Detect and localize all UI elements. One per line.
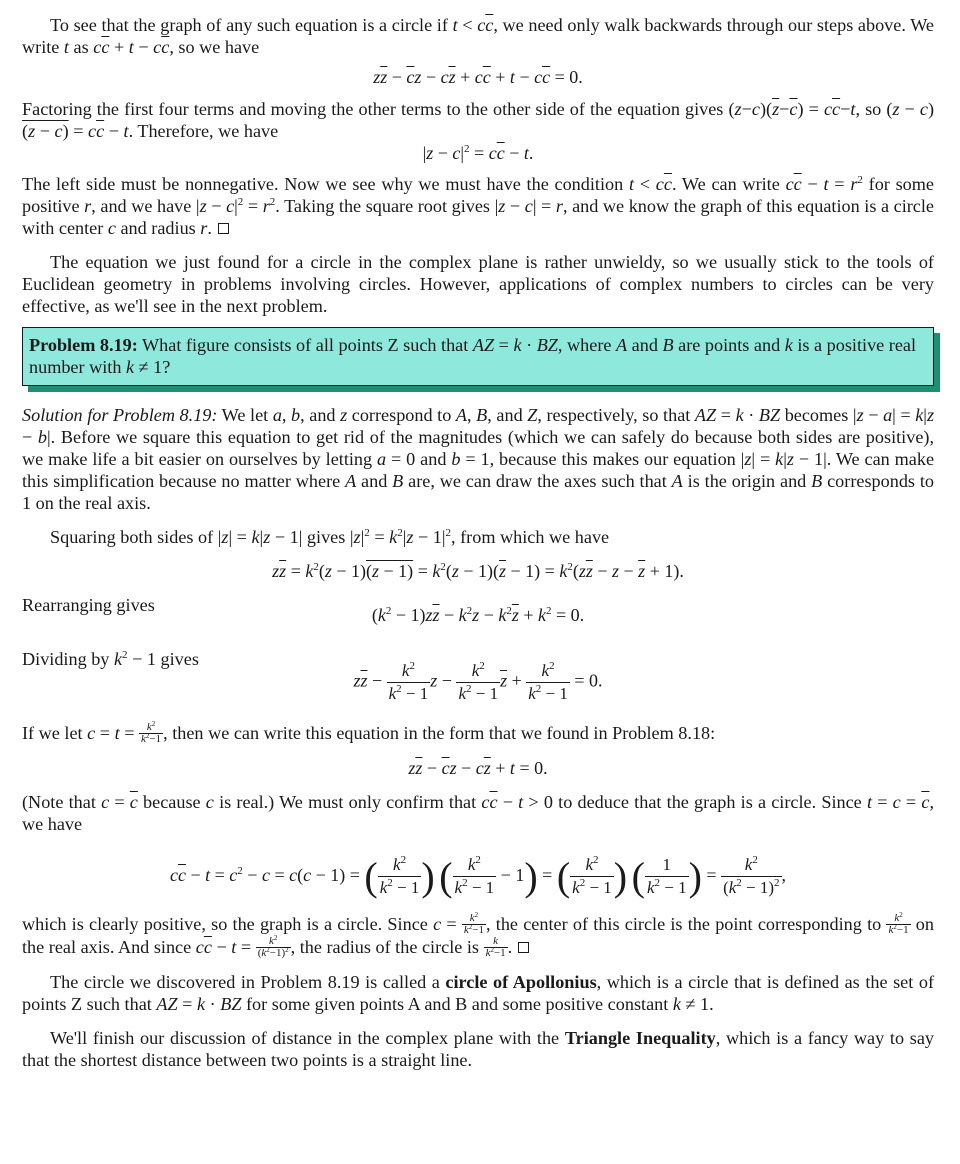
paragraph-triangle-inequality: We'll finish our discussion of distance in the complex plane with the Triangle Inequality, which is a fancy way to say that the shortest distance between two points is a straight line.	[22, 1028, 935, 1070]
rearranging-block	[22, 594, 934, 640]
solution-paragraph-2: Squaring both sides of |z| = k|z − 1| gives $|z|^2 = k^2|z - 1|^2$, from which we have	[50, 527, 610, 547]
equation-form-8-18: $z\overline{z} - \overline{c}z - c\overline{z} + t = 0$.	[408, 758, 548, 778]
dividing-label: Dividing by $k^2 - 1$ gives	[22, 649, 199, 669]
equation-magnitude: $|z - c|^2 = c\overline{c} - t$.	[422, 143, 534, 163]
problem-box-content	[22, 327, 934, 386]
problem-label: Problem 8.19:	[29, 335, 138, 355]
equation-positivity: $c\overline{c} - t = c^2 - c = c(c - 1)$ = ( $\frac{k^2}{k^2 - 1}$ ) ( $\frac{k^2}{k^2 - 1}$ − 1) = ( $\frac{k^2}{k^2 - 1}$ ) ( $\frac{1}{k^2 - 1}$ ) = $\frac{k^2}{(k^2 - 1)^2}$ ,	[169, 853, 787, 899]
solution-paragraph-4: (Note that $c = \overline{c}$ because c is real.) We must only confirm that $c\overline{c} - t > 0$ to deduce that the graph is a circle. Since $t = c = \overline{c}$, we have	[22, 792, 934, 834]
equation-squared: $z\overline{z} = k^2(z - 1)(z - 1) = k^2(z - 1)(\overline{z} - 1) = k^2(z\overline{z} - z - \overline{z} + 1)$.	[272, 561, 684, 581]
equation-expanded: $z\overline{z} - \overline{c}z - c\overline{z} + c\overline{c} + t - c\overline{c} = 0$.	[373, 67, 583, 87]
page	[22, 14, 934, 1071]
qed-square-icon	[518, 942, 529, 953]
paragraph-apollonius: The circle we discovered in Problem 8.19 is called a circle of Apollonius, which is a circle that is defined as the set of points Z such that AZ = k · BZ for some given points A and B and some positive constant k ≠ 1.	[22, 972, 934, 1014]
equation-rearranged: $(k^2 - 1)z\overline{z} - k^2z - k^2\overline{z} + k^2 = 0$.	[371, 605, 585, 625]
paragraph-factoring: Factoring the first four terms and moving the other terms to the other side of the equation gives $(z-c)(\overline{z}-\overline{c}) = c\overline{c}-t$, so $(z - c)(z - c) = c\overline{c} - t$. Therefore, we have	[22, 99, 935, 141]
rearranging-label: Rearranging gives	[22, 595, 155, 615]
dividing-block	[22, 648, 934, 718]
paragraph-nonnegative: The left side must be nonnegative. Now we see why we must have the condition $t < c\overline{c}$. We can write $c\overline{c} - t = r^2$ for some positive r, and we have $|z - c|^2 = r^2$. Taking the square root gives |z − c| = r, and we know the graph of this equation is a circle with center c and radius r.	[22, 174, 935, 238]
solution-paragraph-5: which is clearly positive, so the graph is a circle. Since c = $\frac{k^2}{k^2-1}$ , the center of this circle is the point corresponding to $\frac{k^2}{k^2-1}$ on the real axis. And since $c\overline{c} - t$ = $\frac{k^2}{(k^2-1)^2}$ , the radius of the circle is $\frac{k}{k^2-1}$ .	[22, 911, 934, 959]
solution-paragraph-3: If we let c = t = $\frac{k^2}{k^2-1}$ , then we can write this equation in the form that we found in Problem 8.18:	[22, 720, 716, 745]
problem-statement: Problem 8.19: What figure consists of all points Z such that AZ = k · BZ, where A and B are points and k is a positive real number with k ≠ 1?	[29, 335, 917, 377]
equation-divided: $z\overline{z}$ − $\frac{k^2}{k^2 - 1}$ z − $\frac{k^2}{k^2 - 1}$ $\overline{z}$ + $\frac{k^2}{k^2 - 1}$ = 0.	[353, 660, 603, 703]
problem-box	[22, 327, 934, 386]
paragraph-walk-backwards: To see that the graph of any such equation is a circle if $t < c\overline{c}$, we need only walk backwards through our steps above. We write t as $c\overline{c} + t - c\overline{c}$, so we have	[22, 15, 934, 57]
paragraph-unwieldy: The equation we just found for a circle in the complex plane is rather unwieldy, so we usually stick to the tools of Euclidean geometry in problems involving circles. However, applications of complex numbers to circles can be very effective, as we'll see in the next problem.	[22, 252, 934, 316]
solution-paragraph-1: Solution for Problem 8.19: We let a, b, and z correspond to A, B, and Z, respectively, so that AZ = k · BZ becomes |z − a| = k|z − b|. Before we square this equation to get rid of the magnitudes (which we can safely do because both sides are positive), we make life a bit easier on ourselves by letting a = 0 and b = 1, because this makes our equation |z| = k|z − 1|. We can make this simplification because no matter where A and B are, we can draw the axes such that A is the origin and B corresponds to 1 on the real axis.	[22, 405, 935, 513]
qed-square-icon	[218, 223, 229, 234]
